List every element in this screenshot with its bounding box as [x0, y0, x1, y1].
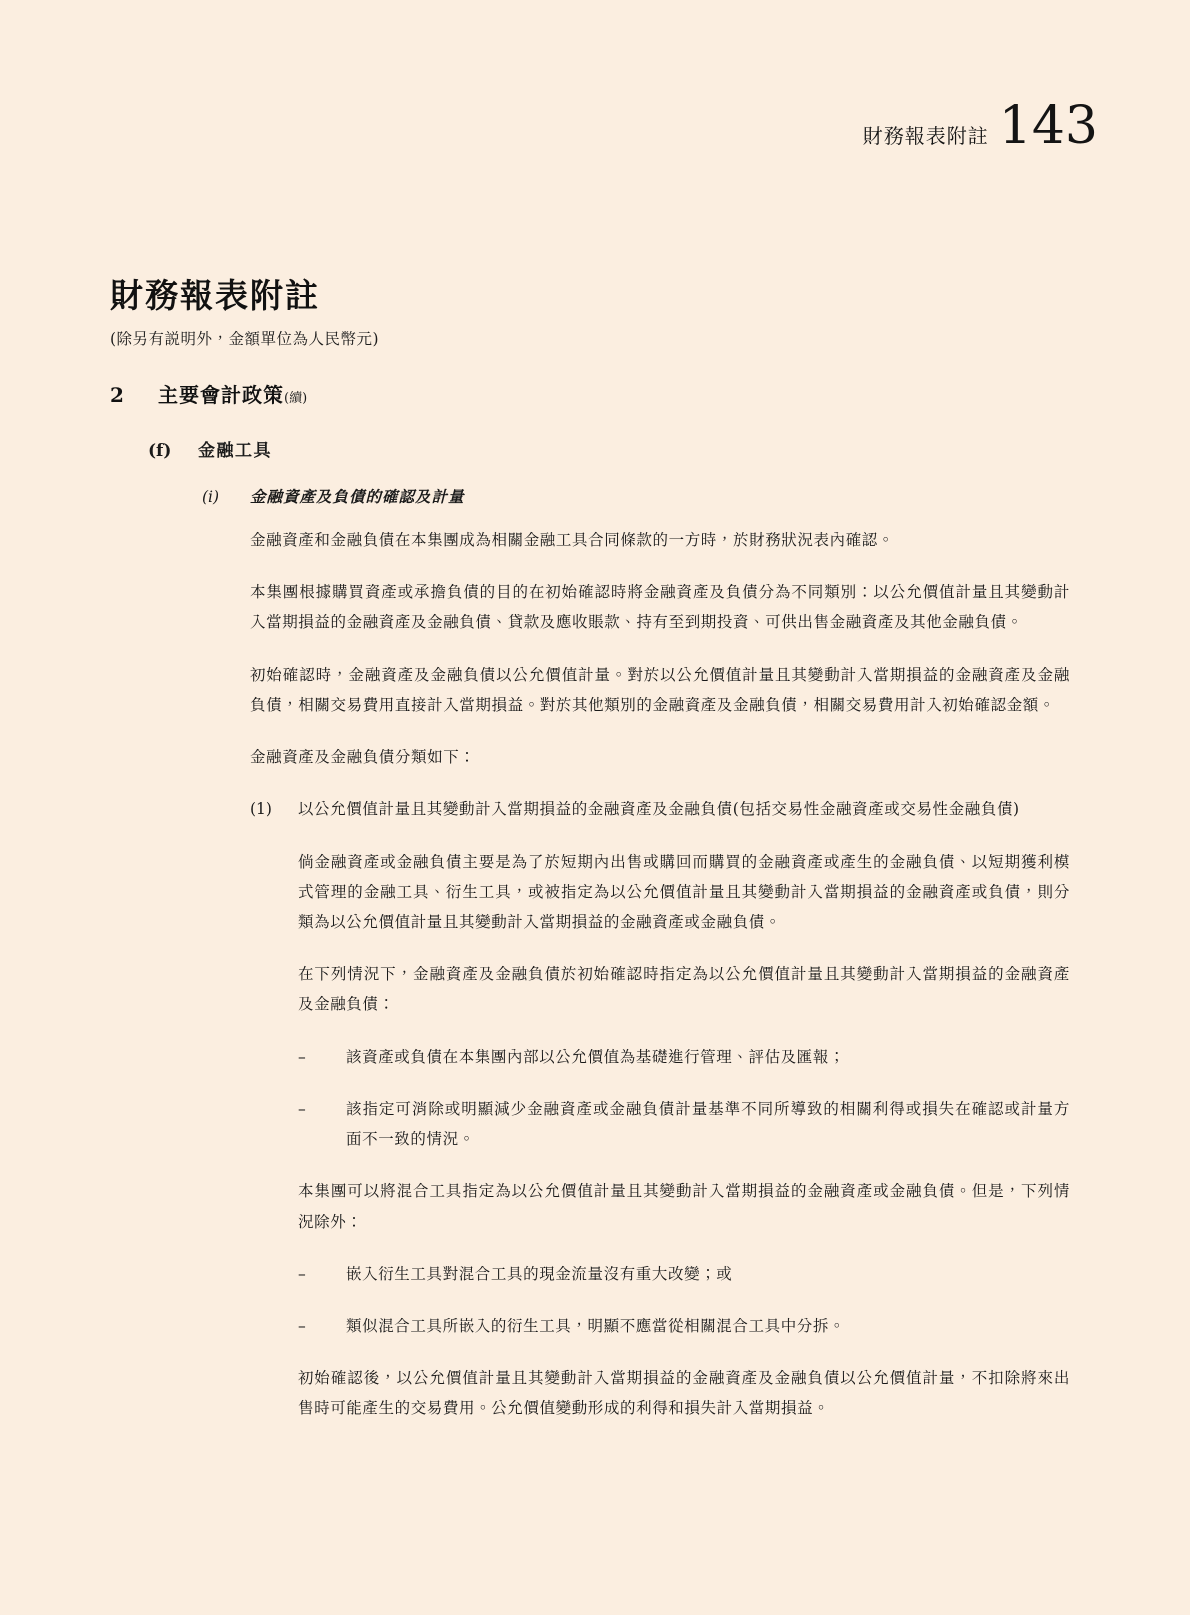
bullet-text: 該資產或負債在本集團內部以公允價值為基礎進行管理、評估及匯報；	[346, 1047, 846, 1066]
paragraph: 初始確認後，以公允價值計量且其變動計入當期損益的金融資產及金融負債以公允價值計量，不扣除將來出售時可能產生的交易費用。公允價值變動形成的利得和損失計入當期損益。	[298, 1369, 1070, 1418]
dash-bullet-icon: –	[298, 1099, 306, 1118]
paragraph: 本集團可以將混合工具指定為以公允價值計量且其變動計入當期損益的金融資產或金融負債。但是，下列情況除外：	[298, 1182, 1070, 1231]
page-title: 財務報表附註	[110, 276, 320, 315]
dash-bullet-icon: –	[298, 1047, 306, 1066]
dash-bullet-icon: –	[298, 1264, 306, 1283]
running-header-label: 財務報表附註	[862, 124, 989, 148]
section-title: 主要會計政策	[158, 383, 284, 407]
section-continued-marker: (續)	[284, 391, 308, 406]
paragraph: 本集團根據購買資產或承擔負債的目的在初始確認時將金融資產及負債分為不同類別：以公允價值計量且其變動計入當期損益的金融資產及金融負債、貸款及應收賬款、持有至到期投資、可供出售金融資產及其他金融負債。	[250, 583, 1070, 632]
bullet-item	[110, 1311, 1070, 1341]
numbered-list-marker: (1)	[250, 800, 272, 819]
subsection-number: (f)	[148, 441, 172, 461]
page-subtitle: (除另有説明外，金額單位為人民幣元)	[110, 330, 380, 348]
paragraph: 金融資產及金融負債分類如下：	[250, 748, 476, 767]
item-title: 金融資產及負債的確認及計量	[250, 487, 465, 506]
page-number: 143	[998, 96, 1098, 156]
bullet-item	[110, 1094, 1070, 1154]
running-header	[862, 96, 1098, 156]
paragraph: 倘金融資產或金融負債主要是為了於短期內出售或購回而購買的金融資產或產生的金融負債、以短期獲利模式管理的金融工具、衍生工具，或被指定為以公允價值計量且其變動計入當期損益的金融資產或負債，則分類為以公允價值計量且其變動計入當期損益的金融資產或金融負債。	[298, 852, 1070, 931]
bullet-text: 嵌入衍生工具對混合工具的現金流量沒有重大改變；或	[346, 1264, 733, 1283]
bullet-text: 該指定可消除或明顯減少金融資產或金融負債計量基準不同所導致的相關利得或損失在確認或計量方面不一致的情況。	[346, 1099, 1070, 1149]
section-heading	[110, 379, 1070, 408]
item-heading	[110, 485, 1070, 507]
bullet-item	[110, 1042, 1070, 1072]
paragraph: 初始確認時，金融資產及金融負債以公允價值計量。對於以公允價值計量且其變動計入當期損益的金融資產及金融負債，相關交易費用直接計入當期損益。對於其他類別的金融資產及金融負債，相關交易費用計入初始確認金額。	[250, 665, 1070, 714]
numbered-list-item	[110, 794, 1070, 824]
subsection-heading	[110, 436, 1070, 461]
bullet-item	[110, 1259, 1070, 1289]
bullet-text: 類似混合工具所嵌入的衍生工具，明顯不應當從相關混合工具中分拆。	[346, 1316, 846, 1335]
paragraph: 金融資產和金融負債在本集團成為相關金融工具合同條款的一方時，於財務狀況表內確認。	[250, 531, 895, 549]
subsection-title: 金融工具	[198, 441, 272, 461]
dash-bullet-icon: –	[298, 1316, 306, 1335]
section-number: 2	[110, 383, 124, 407]
paragraph: 在下列情況下，金融資產及金融負債於初始確認時指定為以公允價值計量且其變動計入當期損益的金融資產及金融負債：	[298, 965, 1070, 1014]
numbered-list-text: 以公允價值計量且其變動計入當期損益的金融資產及金融負債(包括交易性金融資產或交易性金融負債)	[298, 800, 1020, 819]
page-content	[110, 270, 1070, 1446]
item-number: (i)	[202, 488, 220, 506]
